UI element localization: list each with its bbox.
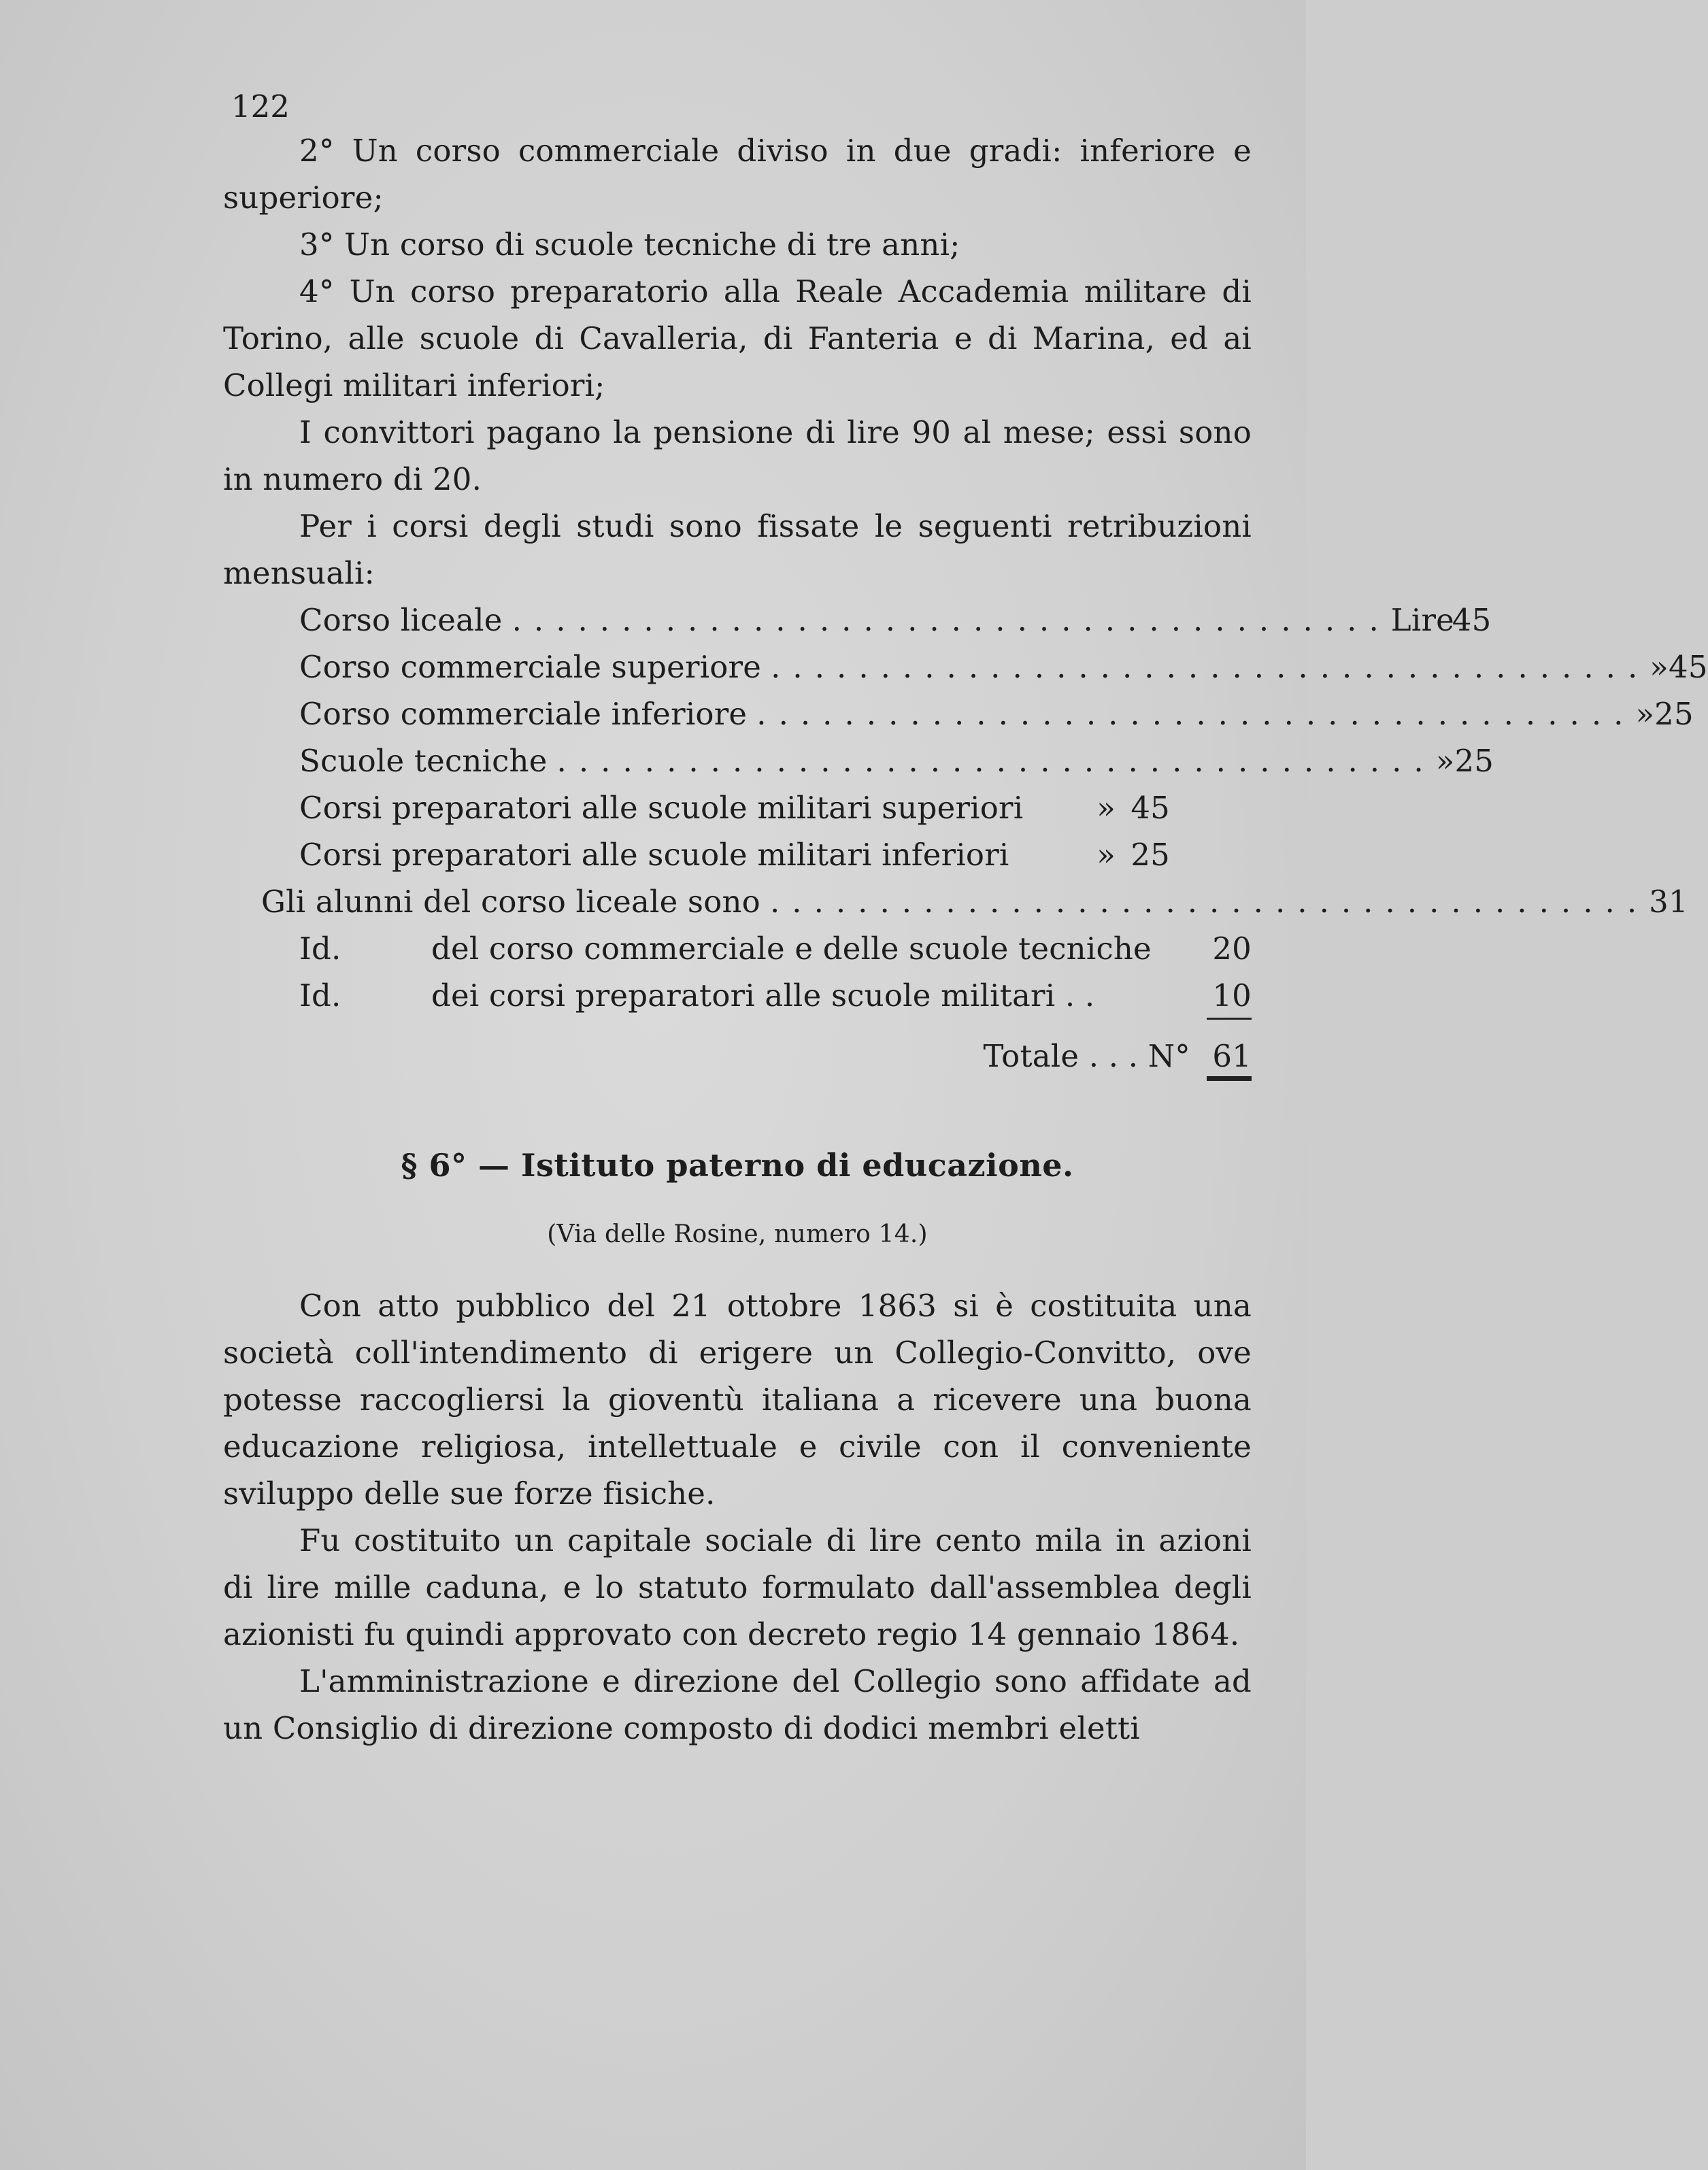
total-count [1190,1033,1252,1080]
student-desc: dei corsi preparatori alle scuole militari . . [431,978,1095,1014]
leader-dots: ........................................ [756,696,1636,732]
leader-dots: ........................................ [512,602,1391,638]
fee-currency: » [1635,696,1655,732]
student-count: 10 [1212,978,1252,1014]
fee-row [299,644,1708,690]
fee-table [223,597,1708,878]
paragraph: Con atto pubblico del 21 ottobre 1863 si è costituita una società coll'intendimento di erigere un Collegio-Convitto, ove potesse raccogliersi la gioventù italiana a ricevere una buona educazione religiosa, intellettuale e civile con il conveniente sviluppo delle sue forze fisiche. [223,1288,1252,1512]
total-row [299,1033,1252,1080]
total-value: 61 [1212,1038,1252,1074]
student-count: 31 [1649,884,1688,920]
fee-amount: 25 [1454,743,1494,779]
fee-label: Corso commerciale superiore [299,649,762,685]
student-desc: del corso commerciale e delle scuole tecniche [431,931,1152,967]
page-text [223,80,1708,1752]
fee-currency: » [1096,790,1116,826]
fee-label: Corsi preparatori alle scuole militari superiori [299,790,1024,826]
leader-dots: ........................................ [771,649,1650,685]
paragraph: 3° Un corso di scuole tecniche di tre anni; [299,227,960,263]
fee-amount: 25 [1654,696,1694,732]
leader-dots: ........................................ [556,743,1436,779]
fee-currency: » [1096,837,1116,873]
fee-label: Corsi preparatori alle scuole militari inferiori [299,837,1009,873]
section-address: (Via delle Rosine, numero 14.) [547,1220,928,1248]
fee-amount: 25 [1131,837,1170,873]
total-label: Totale . . . N° [983,1038,1190,1074]
leader-dots: ........................................ [769,884,1650,920]
fee-row [299,690,1694,737]
student-row [299,925,1252,972]
fee-amount: 45 [1131,790,1170,826]
fee-label: Corso liceale [299,602,503,638]
fee-amount: 45 [1452,602,1492,638]
student-row [299,972,1252,1019]
student-row [261,878,1688,925]
student-count-table [223,878,1688,1080]
paragraph: L'amministrazione e direzione del Collegio sono affidate ad un Consiglio di direzione composto di dodici membri eletti [223,1663,1252,1746]
fee-row [299,737,1494,784]
fee-currency: » [1650,649,1669,685]
fee-row [299,784,1170,831]
paragraph: Per i corsi degli studi sono fissate le seguenti retribuzioni mensuali: [223,508,1252,591]
fee-row [299,831,1170,878]
fee-currency: » [1435,743,1455,779]
fee-row [299,597,1492,644]
page-number: 122 [231,88,290,124]
paragraph: I convittori pagano la pensione di lire 90 al mese; essi sono in numero di 20. [223,414,1252,497]
student-label: Id. [299,978,341,1014]
fee-label: Scuole tecniche [299,743,548,779]
student-count: 20 [1212,931,1252,967]
section-heading: § 6° — Istituto paterno di educazione. [401,1147,1074,1184]
sum-rule [1207,1018,1252,1020]
paragraph: 4° Un corso preparatorio alla Reale Accademia militare di Torino, alle scuole di Cavalleria, di Fanteria e di Marina, ed ai Collegi militari inferiori; [223,273,1252,403]
paragraph: 2° Un corso commerciale diviso in due gradi: inferiore e superiore; [223,133,1252,216]
fee-amount: 45 [1669,649,1708,685]
fee-currency: Lire [1390,602,1454,638]
student-label: Gli alunni del corso liceale sono [261,884,760,920]
fee-label: Corso commerciale inferiore [299,696,748,732]
paragraph: Fu costituito un capitale sociale di lire cento mila in azioni di lire mille caduna, e lo statuto formulato dall'assemblea degli azionisti fu quindi approvato con decreto regio 14 gennaio 1864. [223,1522,1252,1652]
sum-rule-bold [1207,1076,1252,1081]
student-label: Id. [299,931,341,967]
